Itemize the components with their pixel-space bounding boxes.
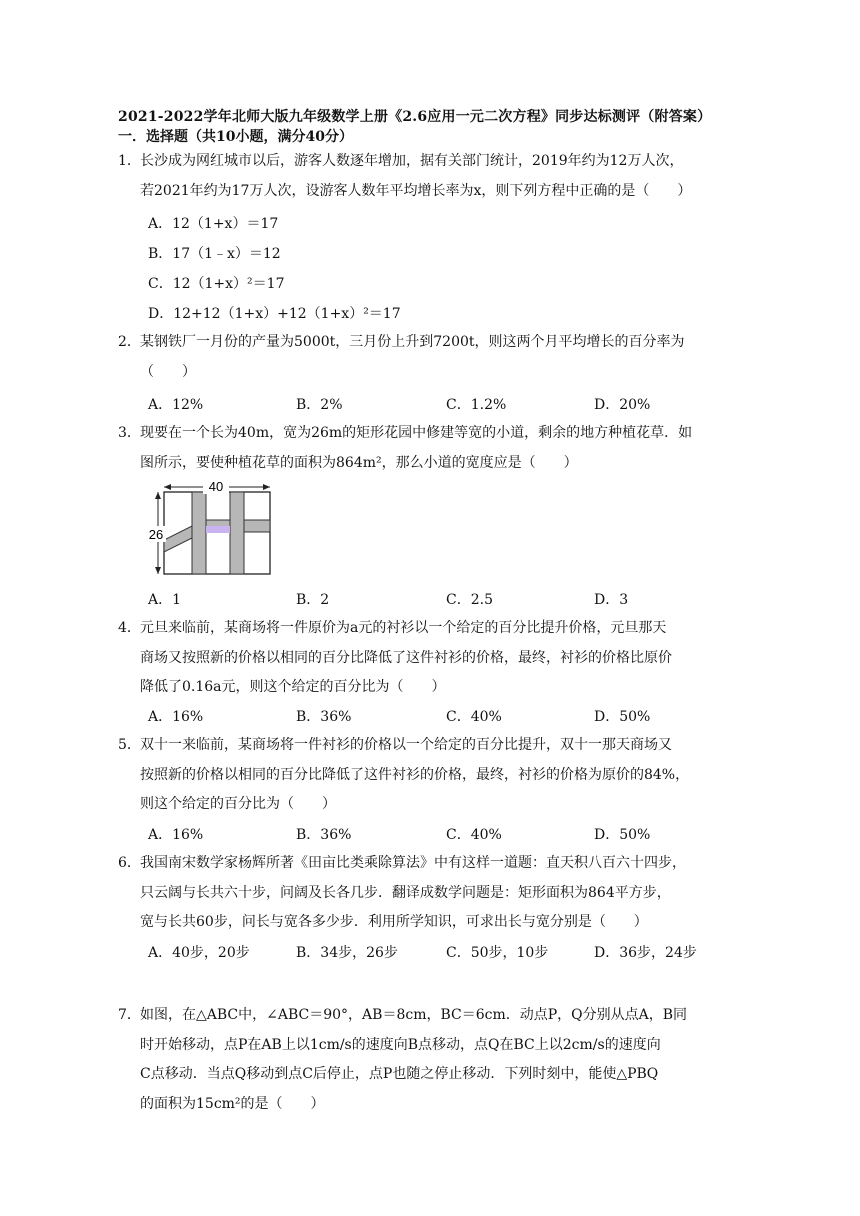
question-text-line: 降低了0.16a元，则这个给定的百分比为（ ）: [140, 679, 446, 695]
document-title: 2021-2022学年北师大版九年级数学上册《2.6应用一元二次方程》同步达标测评（附答案）: [118, 109, 712, 125]
option-d: D．36步，24步: [594, 945, 697, 961]
option-c: C．50步，10步: [446, 945, 549, 961]
question-text-line: 的面积为15cm²的是（ ）: [140, 1095, 325, 1112]
question-5: [118, 731, 738, 820]
option-d: D．3: [594, 592, 629, 608]
question-text-line: 双十一来临前，某商场将一件衬衫的价格以一个给定的百分比提升，双十一那天商场又: [140, 737, 672, 753]
option-b: B．2: [296, 592, 330, 608]
question-text-line: 按照新的价格以相同的百分比降低了这件衬衫的价格，最终，衬衫的价格为原价的84%，: [140, 766, 690, 783]
option-b: B．34步，26步: [296, 945, 398, 961]
height-label: 26: [148, 527, 164, 542]
option-b: B．36%: [296, 827, 352, 843]
question-text-line: C点移动．当点Q移动到点C后停止，点P也随之停止移动．下列时刻中，能使△PBQ: [140, 1066, 659, 1082]
question-text-line: 如图，在△ABC中，∠ABC＝90°，AB＝8cm，BC＝6cm．动点P，Q分别从点A，B同: [140, 1007, 688, 1023]
question-text-line: 商场又按照新的价格以相同的百分比降低了这件衬衫的价格，最终，衬衫的价格比原价: [140, 649, 672, 666]
question-text-line: 宽与长共60步，问长与宽各多少步．利用所学知识，可求出长与宽分别是（ ）: [140, 914, 648, 930]
highlight-segment: [206, 526, 230, 533]
question-text-line: 我国南宋数学家杨辉所著《田亩比类乘除算法》中有这样一道题：直天积八百六十四步，: [140, 855, 686, 871]
option-c: C．40%: [446, 709, 502, 725]
question-text-line: 元旦来临前，某商场将一件原价为a元的衬衫以一个给定的百分比提升价格，元旦那天: [140, 620, 667, 636]
question-number: 3．: [118, 425, 141, 441]
question-6: [118, 849, 738, 938]
question-text-line: 只云阔与长共六十步，问阔及长各几步．翻译成数学问题是：矩形面积为864平方步，: [140, 884, 671, 901]
question-number: 1．: [118, 153, 141, 169]
question-text-line: 时开始移动，点P在AB上以1cm/s的速度向B点移动，点Q在BC上以2cm/s的速度向: [140, 1036, 661, 1053]
option-b: B．2%: [296, 397, 343, 413]
question-text-line: 则这个给定的百分比为（ ）: [140, 796, 336, 812]
option-c: C．2.5: [446, 592, 493, 608]
section-heading: 一．选择题（共10小题，满分40分）: [118, 129, 353, 145]
option-a: A．40步，20步: [148, 945, 250, 961]
option-d: D．50%: [594, 827, 651, 843]
option-b: B．36%: [296, 709, 352, 725]
option-a: A．16%: [148, 709, 204, 725]
option-d: D．12+12（1+x）+12（1+x）²＝17: [148, 306, 401, 322]
option-d: D．50%: [594, 709, 651, 725]
option-b: B．17（1﹣x）＝12: [148, 246, 281, 262]
option-c: C．1.2%: [446, 397, 507, 413]
question-4: [118, 614, 738, 703]
garden-figure: [146, 480, 276, 578]
option-a: A．12（1+x）＝17: [148, 216, 279, 232]
question-text-line: 图所示，要使种植花草的面积为864m²，那么小道的宽度应是（ ）: [140, 454, 578, 471]
option-a: A．1: [148, 592, 182, 608]
question-text-line: （ ）: [140, 363, 196, 380]
question-1: [118, 147, 738, 206]
option-c: C．40%: [446, 827, 502, 843]
question-number: 7．: [118, 1007, 141, 1023]
vertical-road-left: [192, 492, 206, 574]
question-3: [118, 419, 738, 478]
question-text-line: 长沙成为网红城市以后，游客人数逐年增加，据有关部门统计，2019年约为12万人次，: [140, 153, 684, 169]
question-number: 6．: [118, 855, 141, 871]
option-d: D．20%: [594, 397, 651, 413]
question-text-line: 现要在一个长为40m，宽为26m的矩形花园中修建等宽的小道，剩余的地方种植花草．如: [140, 425, 693, 441]
question-number: 5．: [118, 737, 141, 753]
option-c: C．12（1+x）²＝17: [148, 276, 285, 292]
option-a: A．16%: [148, 827, 204, 843]
question-text-line: 若2021年约为17万人次，设游客人数年平均增长率为x，则下列方程中正确的是（ ）: [140, 182, 692, 199]
question-2: [118, 328, 738, 387]
option-a: A．12%: [148, 397, 204, 413]
width-label: 40: [208, 480, 224, 494]
vertical-road-right: [230, 492, 244, 574]
question-number: 2．: [118, 334, 141, 350]
question-text-line: 某钢铁厂一月份的产量为5000t，三月份上升到7200t，则这两个月平均增长的百分率为: [140, 334, 685, 350]
question-number: 4．: [118, 620, 141, 636]
question-7: [118, 1001, 738, 1119]
